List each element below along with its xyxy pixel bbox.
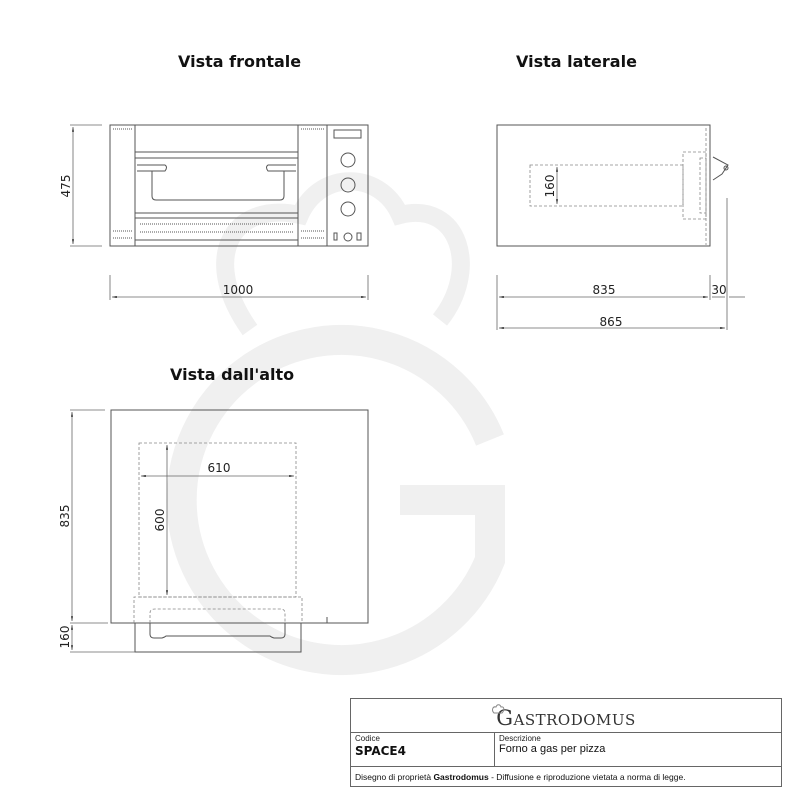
description-cell (495, 733, 609, 766)
side-total-depth-dim: 865 (599, 315, 623, 329)
description-value: Forno a gas per pizza (499, 743, 606, 755)
title-block (350, 698, 782, 787)
copyright-notice: Disegno di proprietà Gastrodomus - Diffusione e riproduzione vietata a norma di legge. (355, 772, 686, 782)
top-chamber-width-dim: 610 (207, 461, 231, 475)
code-cell (351, 733, 495, 766)
side-view (497, 125, 728, 246)
code-label: Codice (355, 734, 380, 743)
front-width-dim: 1000 (222, 283, 254, 297)
code-description-row (351, 733, 781, 767)
watermark-logo (182, 181, 490, 660)
top-door-depth-dim: 160 (58, 625, 72, 649)
top-chamber-depth-dim: 600 (153, 508, 167, 532)
front-view-title: Vista frontale (178, 52, 302, 71)
front-height-dim: 475 (59, 174, 73, 198)
side-view-title: Vista laterale (516, 52, 637, 71)
code-value: SPACE4 (355, 744, 406, 758)
chef-hat-icon (491, 702, 505, 716)
top-view-title: Vista dall'alto (170, 365, 295, 384)
brand-name: GASTRODOMUS (496, 706, 636, 730)
side-depth-dim: 835 (592, 283, 616, 297)
side-dimensions (497, 167, 745, 330)
side-handle-dim: 30 (711, 283, 727, 297)
top-depth-dim: 835 (58, 504, 72, 528)
description-label: Descrizione (499, 734, 541, 743)
side-chamber-height-dim: 160 (543, 174, 557, 198)
brand-logo (351, 699, 781, 733)
